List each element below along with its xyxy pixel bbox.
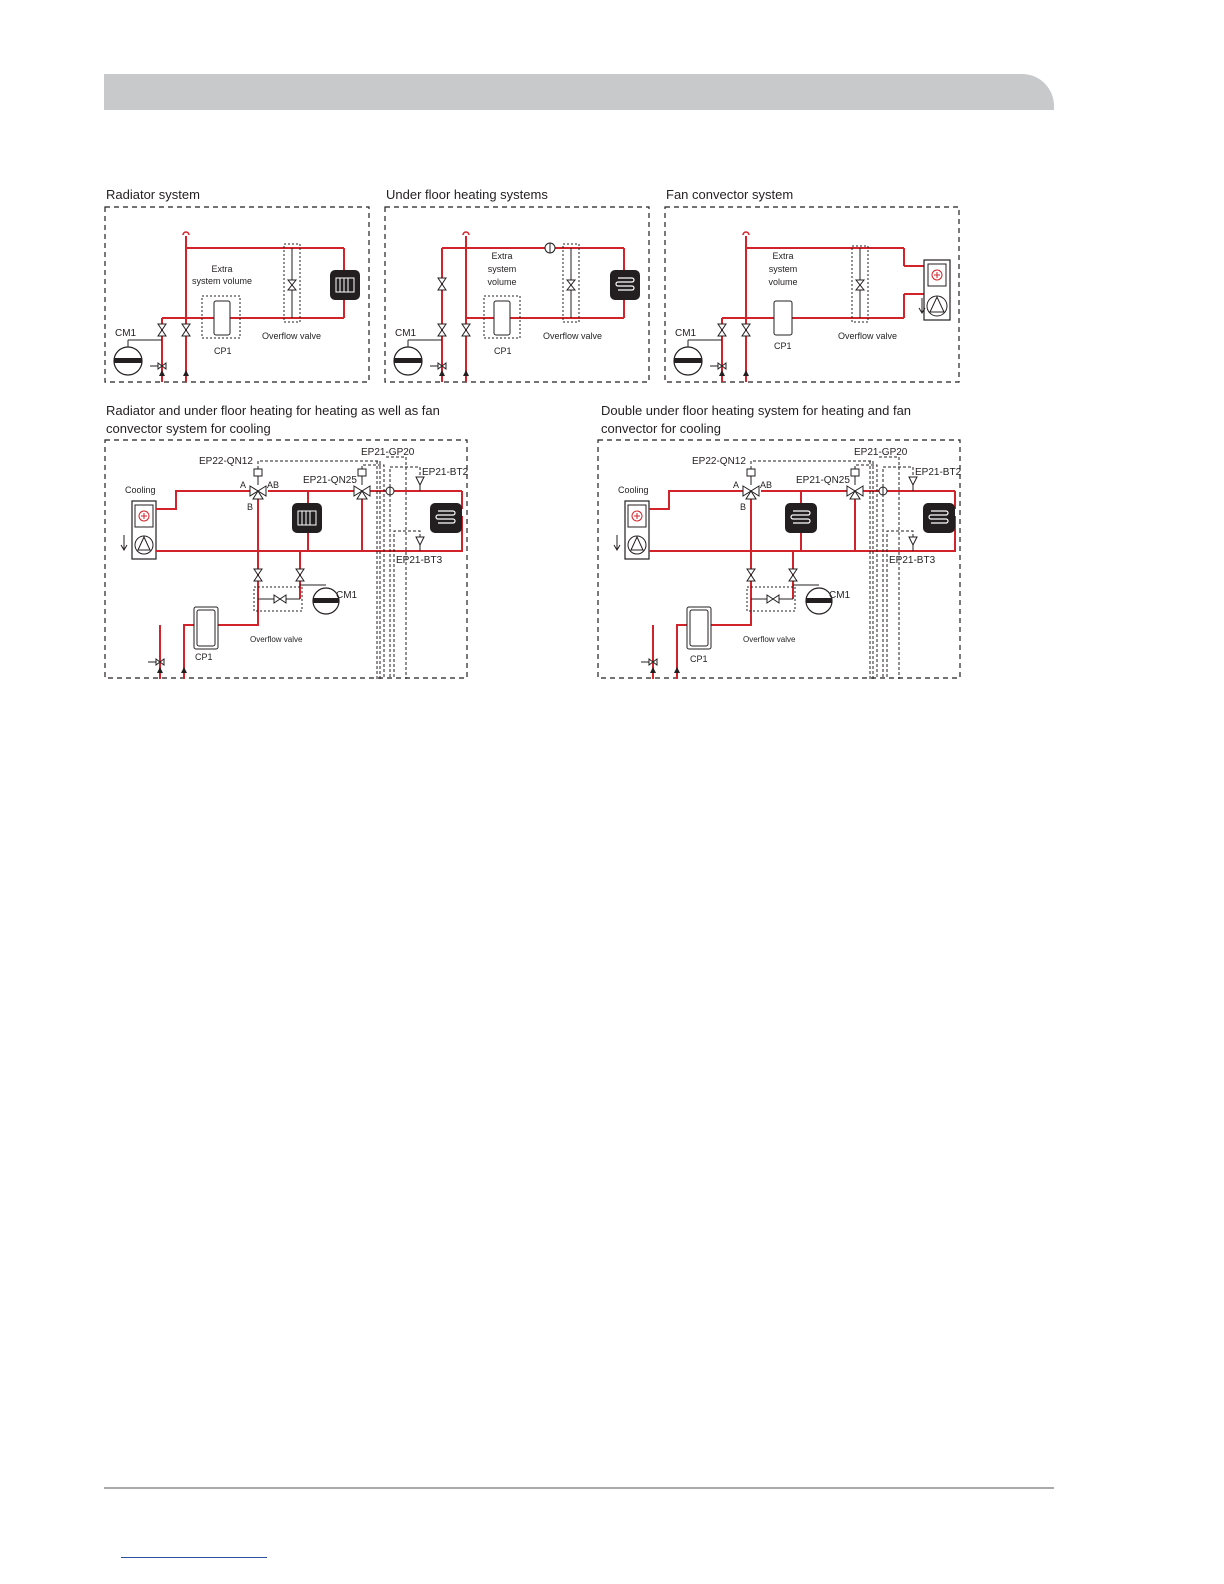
floor-heating-icon [610, 270, 640, 300]
condensate-arrow-icon [614, 535, 620, 550]
port-b-label: B [247, 502, 254, 512]
valve-icon [747, 569, 797, 581]
fan-convector-icon [132, 501, 156, 559]
extra-volume-line1: Extra [491, 251, 513, 261]
bt3-label: EP21-BT3 [889, 555, 936, 566]
combo1-diagram [104, 439, 468, 680]
qn25-label: EP21-QN25 [303, 475, 357, 486]
overflow-valve-icon [274, 595, 286, 603]
cm1-label: CM1 [395, 328, 417, 339]
temperature-sensor-icon [909, 537, 917, 551]
temperature-sensor-icon [909, 477, 917, 491]
port-b-label: B [740, 502, 747, 512]
qn25-label: EP21-QN25 [796, 475, 850, 486]
extra-volume-line1: Extra [211, 264, 233, 274]
cm1-label: CM1 [829, 590, 851, 601]
pump-icon [545, 243, 555, 253]
overflow-label: Overflow valve [838, 331, 898, 341]
panel-title-fan: Fan convector system [666, 187, 794, 202]
port-ab-label: AB [267, 480, 280, 490]
port-a-label: A [733, 480, 740, 490]
underfloor-system-diagram [384, 206, 650, 384]
overflow-valve-icon [288, 280, 296, 290]
cp1-tank [194, 607, 218, 649]
cp1-label: CP1 [195, 652, 213, 662]
flow-arrow-icon [650, 667, 656, 673]
panel-title-combo1: Radiator and under floor heating for heating as well as fan convector system for cooling [106, 403, 440, 436]
extra-volume-line2: system [487, 264, 517, 274]
floor-heating-icon [923, 503, 955, 533]
extra-volume-line2: system volume [191, 276, 253, 286]
floor-heating-icon [430, 503, 462, 533]
port-ab-label: AB [760, 480, 773, 490]
cooling-label: Cooling [618, 485, 649, 495]
bt3-label: EP21-BT3 [396, 555, 443, 566]
extra-volume-line2: system [768, 264, 798, 274]
pipes [442, 236, 624, 382]
floor-heating-icon [785, 503, 817, 533]
overflow-valve-icon [767, 595, 779, 603]
flow-arrow-icon [183, 370, 189, 376]
fan-convector-diagram [664, 206, 960, 384]
radiator-icon [330, 270, 360, 300]
gp20-label: EP21-GP20 [854, 447, 908, 458]
flow-arrow-icon [743, 370, 749, 376]
temperature-sensor-icon [416, 537, 424, 551]
flow-arrow-icon [463, 370, 469, 376]
extra-volume-line3: volume [768, 277, 798, 287]
diagram-frame [105, 207, 369, 382]
expansion-vessel-icon [793, 585, 832, 614]
cp1-tank [494, 301, 510, 335]
flow-arrow-icon [439, 370, 445, 376]
cp1-label: CP1 [690, 654, 708, 664]
radiator-icon [292, 503, 322, 533]
temperature-sensor-icon [416, 477, 424, 491]
qn12-label: EP22-QN12 [199, 456, 253, 467]
expansion-vessel-icon [674, 340, 722, 375]
overflow-valve-icon [567, 280, 575, 290]
cp1-label: CP1 [214, 346, 232, 356]
air-vent-icon [183, 232, 189, 235]
cp1-label: CP1 [494, 346, 512, 356]
expansion-vessel-icon [300, 585, 339, 614]
cooling-label: Cooling [125, 485, 156, 495]
flow-arrow-icon [157, 667, 163, 673]
overflow-label: Overflow valve [743, 635, 796, 644]
air-vent-icon [743, 232, 749, 235]
bt2-label: EP21-BT2 [915, 467, 962, 478]
flow-arrow-icon [674, 667, 680, 673]
cp1-tank [774, 301, 792, 335]
flow-arrow-icon [159, 370, 165, 376]
bt2-label: EP21-BT2 [422, 467, 469, 478]
radiator-system-diagram [104, 206, 370, 384]
panel-title-combo2: Double under floor heating system for heating and fan convector for cooling [601, 403, 912, 436]
panel-title-underfloor: Under floor heating systems [386, 187, 548, 202]
expansion-vessel-icon [394, 340, 442, 375]
footer-link-underline[interactable] [121, 1557, 267, 1558]
extra-volume-line3: volume [487, 277, 517, 287]
cm1-label: CM1 [115, 328, 137, 339]
three-way-valve-qn12-icon [743, 469, 759, 499]
port-a-label: A [240, 480, 247, 490]
overflow-label: Overflow valve [250, 635, 303, 644]
overflow-label: Overflow valve [262, 331, 322, 341]
pipes [722, 236, 926, 382]
cm1-label: CM1 [675, 328, 697, 339]
qn12-label: EP22-QN12 [692, 456, 746, 467]
condensate-arrow-icon [121, 535, 127, 550]
flow-arrow-icon [181, 667, 187, 673]
overflow-label: Overflow valve [543, 331, 603, 341]
cp1-tank [687, 607, 711, 649]
three-way-valve-qn12-icon [250, 469, 266, 499]
fan-convector-icon [625, 501, 649, 559]
extra-volume-line1: Extra [772, 251, 794, 261]
valve-icon [254, 569, 304, 581]
combo2-diagram [597, 439, 961, 680]
air-vent-icon [463, 232, 469, 235]
header-bar [104, 74, 1054, 110]
footer-rule [104, 1487, 1054, 1489]
pipes [162, 236, 344, 382]
cp1-label: CP1 [774, 341, 792, 351]
cm1-label: CM1 [336, 590, 358, 601]
flow-arrow-icon [719, 370, 725, 376]
overflow-valve-icon [856, 280, 864, 290]
gp20-label: EP21-GP20 [361, 447, 415, 458]
expansion-vessel-icon [114, 340, 162, 375]
panel-title-radiator: Radiator system [106, 187, 200, 202]
cp1-tank [214, 301, 230, 335]
fan-convector-icon [924, 260, 950, 320]
